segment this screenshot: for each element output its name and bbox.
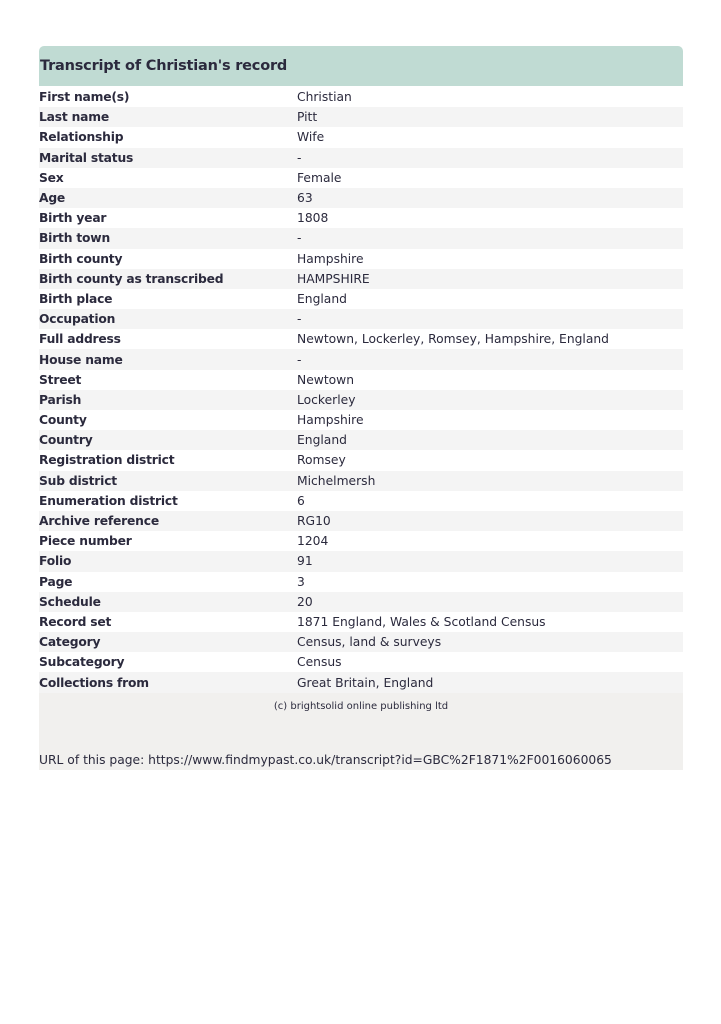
table-row [39, 430, 683, 450]
field-value: Hampshire [297, 413, 364, 428]
field-value: HAMPSHIRE [297, 271, 370, 286]
field-label: Enumeration district [39, 493, 178, 508]
field-value: England [297, 291, 347, 306]
field-value: 63 [297, 191, 313, 206]
field-value: 3 [297, 574, 305, 589]
table-row [39, 672, 683, 692]
field-label: Last name [39, 110, 110, 125]
table-row [39, 551, 683, 571]
field-label: Street [39, 372, 82, 387]
table-row [39, 188, 683, 208]
field-value: 91 [297, 554, 313, 569]
field-value: Hampshire [297, 251, 364, 266]
field-label: Folio [39, 554, 72, 569]
field-value: Pitt [297, 110, 318, 125]
field-label: Registration district [39, 453, 175, 468]
table-row [39, 349, 683, 369]
table-row [39, 289, 683, 309]
table-row [39, 511, 683, 531]
table-row [39, 249, 683, 269]
table-row [39, 450, 683, 470]
field-label: Record set [39, 614, 112, 629]
field-value: England [297, 433, 347, 448]
field-label: Full address [39, 332, 121, 347]
field-value: 1871 England, Wales & Scotland Census [297, 614, 546, 629]
table-row [39, 87, 683, 107]
table-row [39, 208, 683, 228]
record-table [39, 87, 683, 693]
field-value: Census, land & surveys [297, 635, 442, 650]
field-label: Sex [39, 170, 64, 185]
field-label: Birth year [39, 211, 107, 226]
table-row [39, 107, 683, 127]
field-label: Category [39, 635, 101, 650]
field-label: Piece number [39, 534, 132, 549]
table-row [39, 531, 683, 551]
table-row [39, 127, 683, 147]
field-label: Birth place [39, 291, 113, 306]
field-label: Marital status [39, 150, 134, 165]
field-label: Birth county as transcribed [39, 271, 224, 286]
field-value: Romsey [297, 453, 346, 468]
field-label: Occupation [39, 312, 116, 327]
field-label: Subcategory [39, 655, 125, 670]
field-value: 1204 [297, 534, 329, 549]
field-value: Lockerley [297, 392, 356, 407]
field-value: 6 [297, 493, 305, 508]
field-value: Female [297, 170, 342, 185]
field-label: Birth town [39, 231, 111, 246]
table-row [39, 269, 683, 289]
field-label: Schedule [39, 594, 101, 609]
table-row [39, 329, 683, 349]
field-label: Relationship [39, 130, 124, 145]
page-url: URL of this page: https://www.findmypast.co.uk/transcript?id=GBC%2F1871%2F0016060065 [39, 752, 612, 767]
field-label: Sub district [39, 473, 117, 488]
field-value: - [297, 312, 302, 327]
field-value: - [297, 352, 302, 367]
transcript-card [39, 46, 683, 770]
field-label: Parish [39, 392, 82, 407]
table-row [39, 471, 683, 491]
field-label: County [39, 413, 87, 428]
field-value: - [297, 150, 302, 165]
field-label: Archive reference [39, 514, 159, 529]
field-value: Michelmersh [297, 473, 376, 488]
table-row [39, 309, 683, 329]
field-label: Page [39, 574, 73, 589]
table-row [39, 410, 683, 430]
field-value: - [297, 231, 302, 246]
table-row [39, 168, 683, 188]
field-value: Christian [297, 90, 352, 105]
field-value: RG10 [297, 514, 331, 529]
copyright-notice: (c) brightsolid online publishing ltd [273, 700, 449, 712]
table-row [39, 390, 683, 410]
table-row [39, 491, 683, 511]
table-row [39, 572, 683, 592]
field-value: Wife [297, 130, 325, 145]
field-label: Birth county [39, 251, 123, 266]
field-label: House name [39, 352, 123, 367]
table-row [39, 370, 683, 390]
table-row [39, 228, 683, 248]
field-label: First name(s) [39, 90, 130, 105]
page-title: Transcript of Christian's record [40, 58, 288, 74]
table-row [39, 592, 683, 612]
table-row [39, 632, 683, 652]
field-label: Country [39, 433, 93, 448]
field-value: Newtown, Lockerley, Romsey, Hampshire, England [297, 332, 609, 347]
table-row [39, 652, 683, 672]
field-value: Census [297, 655, 342, 670]
field-value: 1808 [297, 211, 329, 226]
transcript-header [39, 46, 683, 86]
table-row [39, 148, 683, 168]
table-row [39, 612, 683, 632]
field-value: Newtown [297, 372, 355, 387]
transcript-footer [39, 693, 683, 770]
field-label: Age [39, 191, 66, 206]
field-value: 20 [297, 594, 313, 609]
field-value: Great Britain, England [297, 675, 434, 690]
field-label: Collections from [39, 675, 149, 690]
